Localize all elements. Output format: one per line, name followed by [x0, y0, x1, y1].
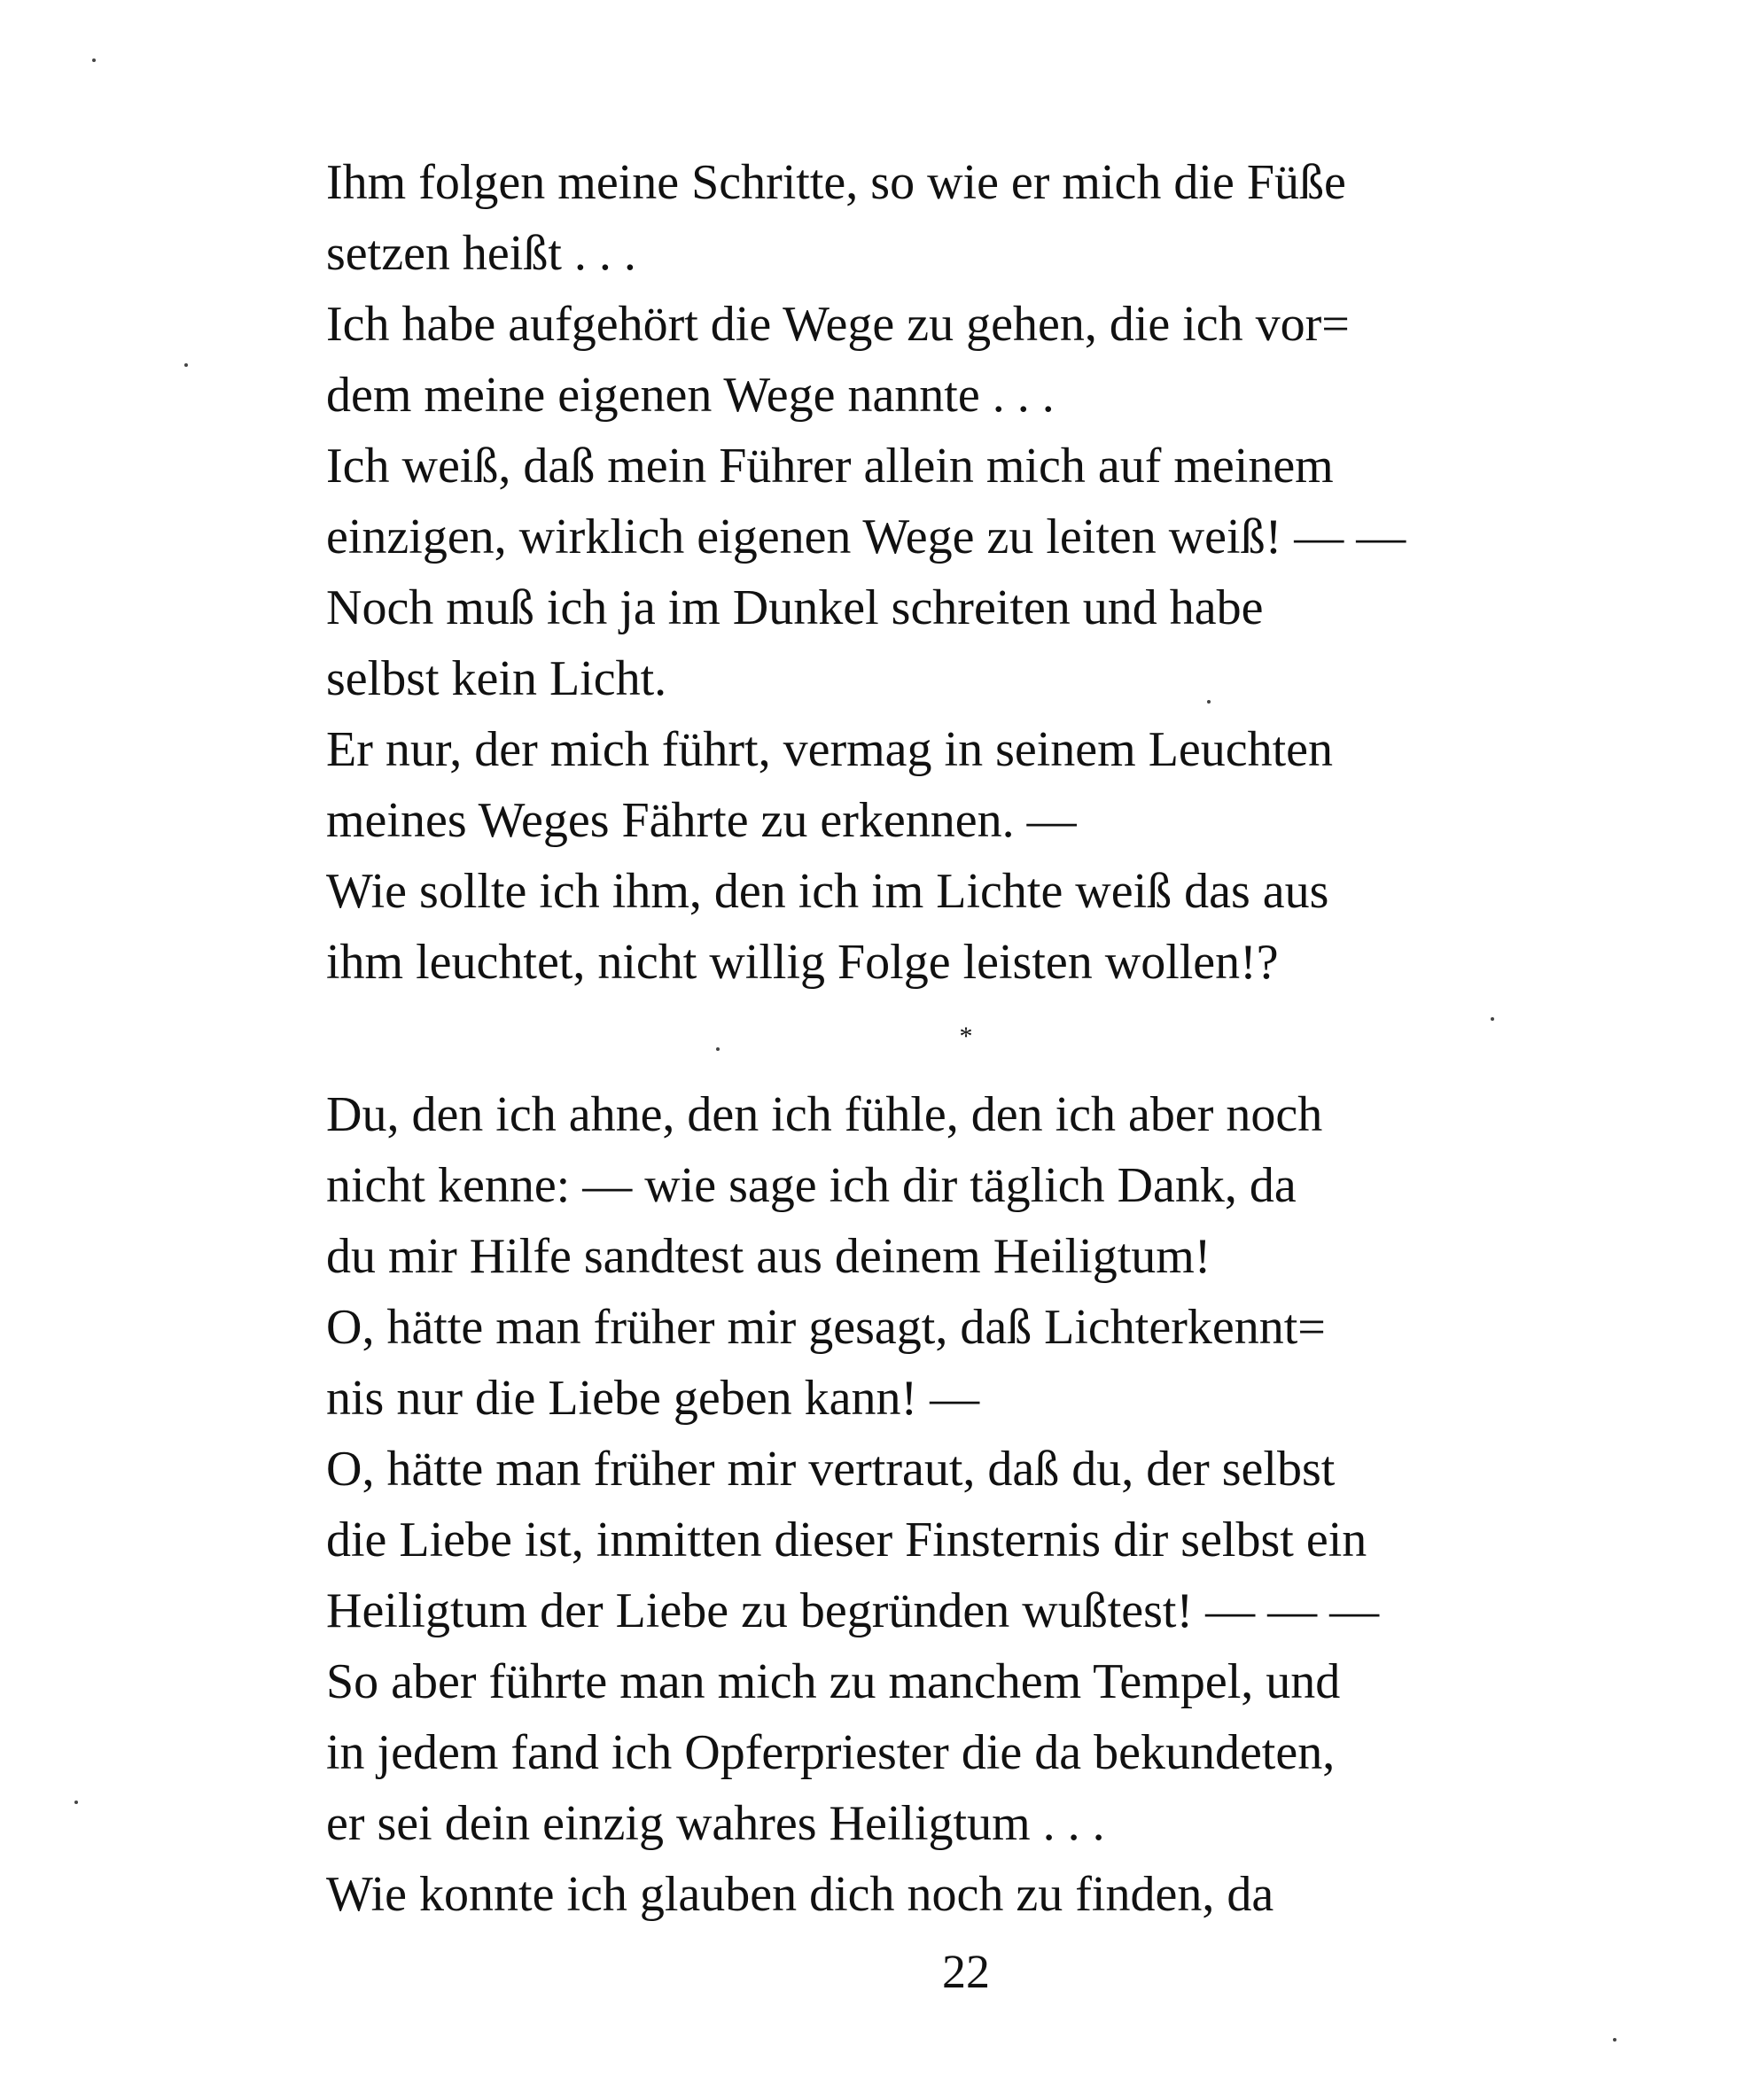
scan-speck: [74, 1801, 78, 1804]
text-line: Wie konnte ich glauben dich noch zu finden, da: [326, 1867, 1274, 1922]
scan-speck: [92, 58, 96, 62]
text-line: meines Weges Fährte zu erkennen. —: [326, 793, 1077, 848]
page-number: 22: [942, 1945, 990, 1998]
text-line: Er nur, der mich führt, vermag in seinem Leuchten: [326, 722, 1334, 777]
paragraph-block-1: [326, 147, 1602, 998]
text-line: dem meine eigenen Wege nannte . . .: [326, 368, 1055, 423]
text-line: selbst kein Licht.: [326, 651, 667, 706]
scan-speck: [716, 1047, 720, 1051]
scan-speck: [1207, 700, 1211, 704]
text-line: Ich habe aufgehört die Wege zu gehen, die ich vor=: [326, 297, 1350, 352]
text-line: nicht kenne: — wie sage ich dir täglich Dank, da: [326, 1158, 1297, 1213]
scan-speck: [184, 363, 188, 367]
text-line: setzen heißt . . .: [326, 226, 636, 281]
scan-speck: [1613, 2038, 1616, 2042]
text-line: in jedem fand ich Opferpriester die da bekundeten,: [326, 1725, 1336, 1780]
text-line: nis nur die Liebe geben kann! —: [326, 1371, 980, 1426]
text-line: die Liebe ist, inmitten dieser Finsternis dir selbst ein: [326, 1513, 1367, 1567]
text-line: Heiligtum der Liebe zu begründen wußtest! — — —: [326, 1583, 1380, 1638]
paragraph-block-2: [326, 1079, 1602, 1930]
text-line: du mir Hilfe sandtest aus deinem Heiligtum!: [326, 1229, 1211, 1284]
text-line: Wie sollte ich ihm, den ich im Lichte weiß das aus: [326, 864, 1329, 919]
text-line: Noch muß ich ja im Dunkel schreiten und habe: [326, 580, 1264, 635]
text-line: Ich weiß, daß mein Führer allein mich auf meinem: [326, 439, 1334, 494]
text-line: O, hätte man früher mir gesagt, daß Lichterkennt=: [326, 1300, 1326, 1355]
text-line: er sei dein einzig wahres Heiligtum . . .: [326, 1796, 1105, 1851]
text-line: ihm leuchtet, nicht willig Folge leisten wollen!?: [326, 935, 1279, 990]
text-line: Ihm folgen meine Schritte, so wie er mich die Füße: [326, 155, 1346, 210]
text-line: So aber führte man mich zu manchem Tempel, und: [326, 1654, 1341, 1709]
text-line: einzigen, wirklich eigenen Wege zu leiten weiß! — —: [326, 509, 1406, 564]
section-separator-star: *: [959, 1022, 973, 1051]
text-line: Du, den ich ahne, den ich fühle, den ich aber noch: [326, 1087, 1323, 1142]
scan-speck: [1491, 1017, 1494, 1021]
text-line: O, hätte man früher mir vertraut, daß du, der selbst: [326, 1442, 1336, 1497]
